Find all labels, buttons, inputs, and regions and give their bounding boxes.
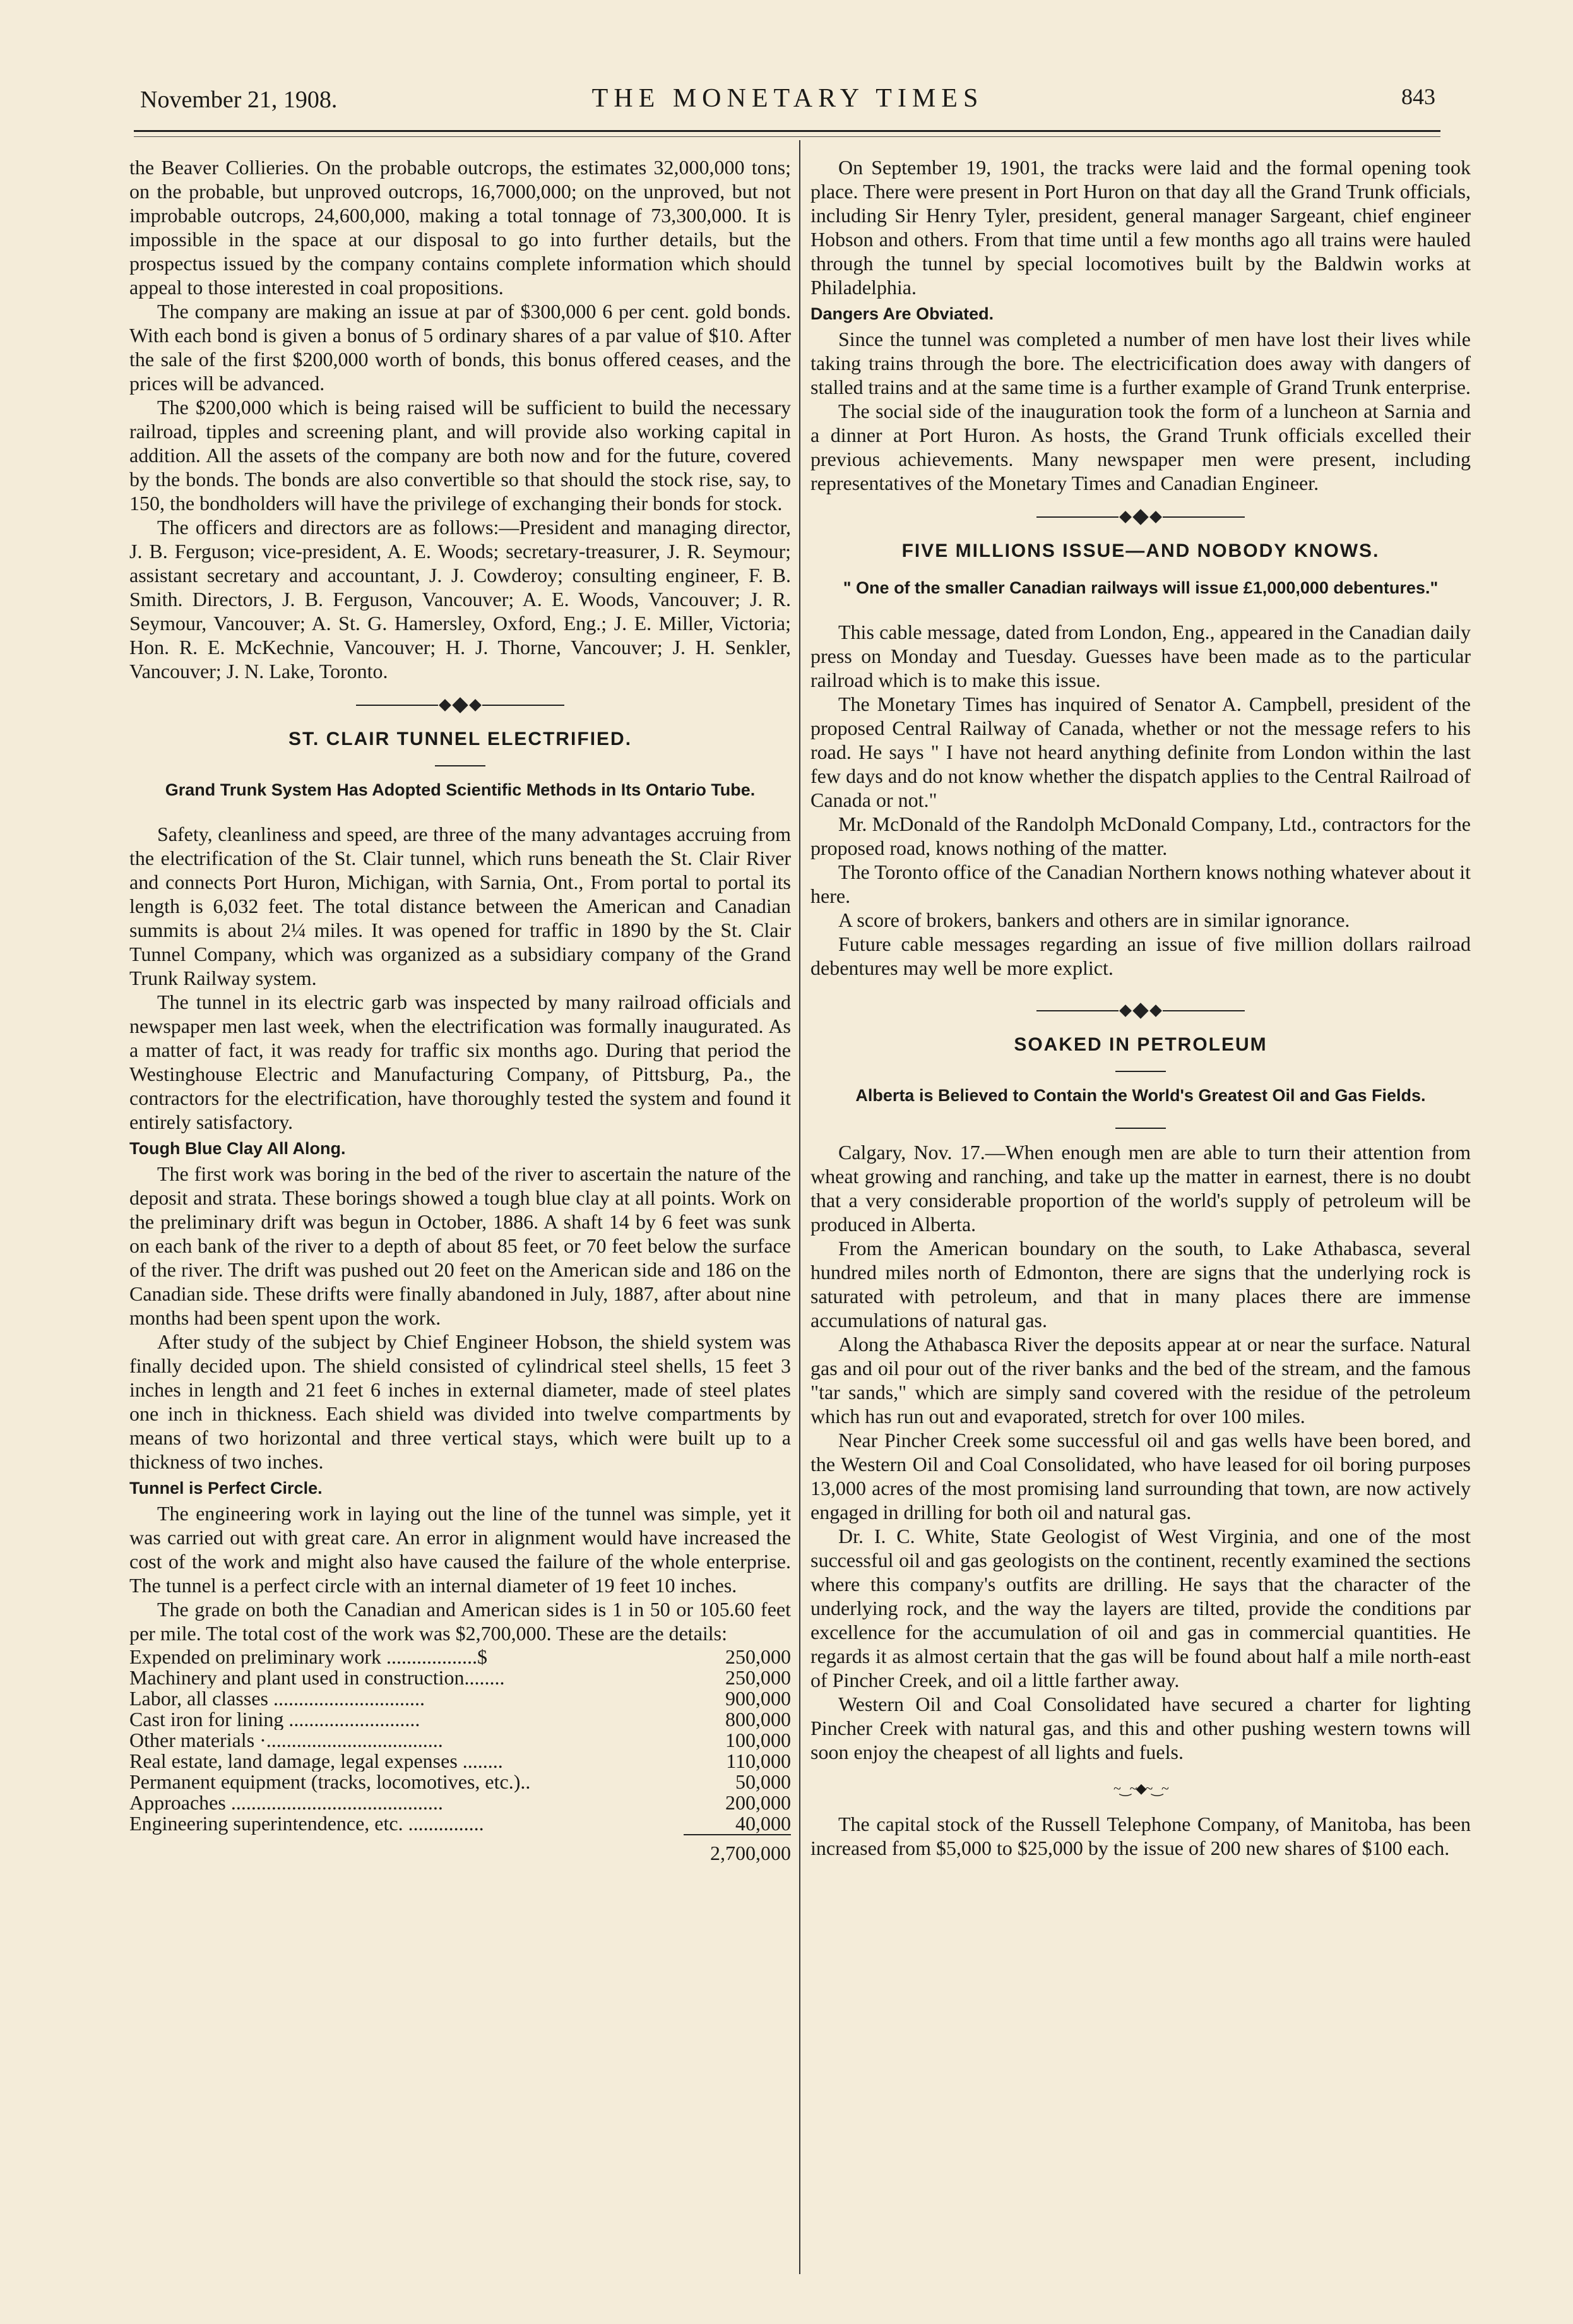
cost-amount: 50,000 bbox=[735, 1770, 791, 1793]
paragraph: Along the Athabasca River the deposits appear at or near the surface. Natural gas and oil pour out of the river banks and the bed of the stream, and the famous "tar sands," which are simply sand covered with the residue of the petroleum which has run out and evaporated, stretch for over 100 miles. bbox=[810, 1333, 1471, 1427]
short-rule bbox=[435, 765, 485, 766]
table-row bbox=[129, 1730, 791, 1751]
cost-item: Permanent equipment (tracks, locomotives, etc.).. bbox=[129, 1772, 531, 1792]
cost-item: Engineering superintendence, etc. ............... bbox=[129, 1813, 484, 1835]
wave-divider: ~‿~◆~‿~ bbox=[1113, 1780, 1168, 1796]
cost-amount: 200,000 bbox=[725, 1791, 791, 1814]
paragraph: From the American boundary on the south, to Lake Athabasca, several hundred miles north of Edmonton, there are signs that the underlying rock is saturated with petroleum, and that in many places there are immense accumulations of natural gas. bbox=[810, 1237, 1471, 1332]
paragraph: The first work was boring in the bed of the river to ascertain the nature of the deposit and strata. These borings showed a tough blue clay at all points. Work on the preliminary drift was begun in October, 1886. A shaft 14 by 6 feet was sunk on each bank of the river to a depth of about 85 feet, or 70 feet below the surface of the river. The drift was pushed out 20 feet on the American side and 186 on the Canadian side. These drifts were finally abandoned in July, 1887, after about nine months had been spent upon the work. bbox=[129, 1162, 791, 1329]
paragraph: Dr. I. C. White, State Geologist of West Virginia, and one of the most successful oil and gas geologists on the continent, recently examined the sections where this company's outfits are drilling. He says that the character of the underlying rock, and the way the layers are tilted, provide the conditions par excellence for the accumulation of oil and gas in commercial quantities. He regards it as almost certain that the gas will be found about half a mile north-east of Pincher Creek, and oil a little farther away. bbox=[810, 1525, 1471, 1691]
cost-item: Labor, all classes .............................. bbox=[129, 1688, 425, 1709]
paragraph: The capital stock of the Russell Telephone Company, of Manitoba, has been increased from $5,000 to $25,000 by the issue of 200 new shares of $100 each. bbox=[810, 1813, 1471, 1859]
cost-amount: 250,000 bbox=[725, 1666, 791, 1689]
paragraph: Since the tunnel was completed a number of men have lost their lives while taking trains through the bore. The electricification does away with dangers of stalled trains and at the same time is a further example of Grand Trunk enterprise. bbox=[810, 328, 1471, 398]
cost-total: 2,700,000 bbox=[710, 1842, 791, 1864]
page-header bbox=[140, 83, 1435, 121]
section-heading: Dangers Are Obviated. bbox=[810, 304, 994, 323]
header-rule bbox=[134, 130, 1440, 132]
table-row bbox=[129, 1667, 791, 1688]
column-divider bbox=[799, 140, 800, 2274]
table-row bbox=[129, 1709, 791, 1730]
paragraph: Safety, cleanliness and speed, are three of the many advantages accruing from the electrification of the St. Clair tunnel, which runs beneath the St. Clair River and connects Port Huron, Michigan, with Sarnia, Ont., From portal to portal its length is 6,032 feet. The total distance between the American and Canadian summits is about 2¼ miles. It was opened for traffic in 1890 by the St. Clair Tunnel Company, which was organized as a subsidiary company of the Grand Trunk Railway system. bbox=[129, 823, 791, 989]
article-headline: FIVE MILLIONS ISSUE—AND NOBODY KNOWS. bbox=[901, 540, 1380, 561]
short-rule bbox=[1115, 1071, 1166, 1072]
cost-table bbox=[129, 1647, 791, 1864]
ornament-divider bbox=[810, 1005, 1471, 1016]
paragraph: The tunnel in its electric garb was inspected by many railroad officials and newspaper men last week, when the electrification was formally inaugurated. As a matter of fact, it was ready for traffic six months ago. During that period the Westinghouse Electric and Manufacturing Company, of Pittsburg, Pa., the contractors for the electrification, have thoroughly tested the system and found it entirely satisfactory. bbox=[129, 991, 791, 1133]
page-number: 843 bbox=[1401, 84, 1435, 109]
right-column bbox=[810, 155, 1471, 1860]
paragraph: The engineering work in laying out the line of the tunnel was simple, yet it was carried out with great care. An error in alignment would have increased the cost of the work and might also have caused the failure of the whole enterprise. The tunnel is a perfect circle with an internal diameter of 19 feet 10 inches. bbox=[129, 1502, 791, 1597]
table-total-row bbox=[129, 1843, 791, 1864]
cost-amount: 800,000 bbox=[725, 1708, 791, 1731]
cost-amount: 250,000 bbox=[725, 1645, 791, 1668]
table-row bbox=[129, 1813, 791, 1835]
paragraph: A score of brokers, bankers and others are in similar ignorance. bbox=[838, 909, 1350, 931]
cost-amount: 900,000 bbox=[725, 1687, 791, 1710]
ornament-divider bbox=[810, 511, 1471, 523]
table-row bbox=[129, 1792, 791, 1813]
article-subheadline: " One of the smaller Canadian railways will issue £1,000,000 debentures." bbox=[843, 578, 1439, 597]
paragraph: On September 19, 1901, the tracks were laid and the formal opening took place. There were present in Port Huron on that day all the Grand Trunk officials, including Sir Henry Tyler, president, general manager Sargeant, chief engineer Hobson and others. From that time until a few months ago all trains were hauled through the tunnel by special locomotives built by the Baldwin works at Philadelphia. bbox=[810, 156, 1471, 299]
article-headline: SOAKED IN PETROLEUM bbox=[1014, 1034, 1267, 1055]
article-subheadline: Grand Trunk System Has Adopted Scientific Methods in Its Ontario Tube. bbox=[165, 780, 756, 799]
cost-amount: 110,000 bbox=[726, 1749, 791, 1772]
masthead-title: THE MONETARY TIMES bbox=[591, 84, 984, 113]
paragraph: Near Pincher Creek some successful oil and gas wells have been bored, and the Western Oil and Coal Consolidated, who have leased for oil boring purposes 13,000 acres of the most promising land surrounding that town, are now actively engaged in drilling for both oil and natural gas. bbox=[810, 1429, 1471, 1523]
paragraph: Future cable messages regarding an issue of five million dollars railroad debentures may well be more explict. bbox=[810, 933, 1471, 979]
ornament-divider bbox=[129, 700, 791, 711]
header-date: November 21, 1908. bbox=[140, 86, 338, 113]
table-row bbox=[129, 1772, 791, 1792]
paragraph: The grade on both the Canadian and American sides is 1 in 50 or 105.60 feet per mile. The total cost of the work was $2,700,000. These are the details: bbox=[129, 1598, 791, 1645]
paragraph: Mr. McDonald of the Randolph McDonald Company, Ltd., contractors for the proposed road, knows nothing of the matter. bbox=[810, 813, 1471, 859]
article-headline: ST. CLAIR TUNNEL ELECTRIFIED. bbox=[288, 729, 632, 749]
header-rule-thin bbox=[134, 136, 1440, 137]
paragraph: Western Oil and Coal Consolidated have secured a charter for lighting Pincher Creek with natural gas, and this and other pushing western towns will soon enjoy the cheapest of all lights and fuels. bbox=[810, 1693, 1471, 1763]
cost-item: Cast iron for lining .......................... bbox=[129, 1709, 420, 1730]
paragraph: The Toronto office of the Canadian Northern knows nothing whatever about it here. bbox=[810, 861, 1471, 907]
paragraph: The officers and directors are as follows:—President and managing director, J. B. Ferguson; vice-president, A. E. Woods; secretary-treasurer, J. R. Seymour; assistant secretary and accountant, J. J. Cowderoy; consulting engineer, F. B. Smith. Directors, J. B. Ferguson, Vancouver; A. E. Woods, Vancouver; J. R. Seymour, Vancouver; A. St. G. Hamersley, Oxford, Eng.; J. E. Miller, Victoria; Hon. R. E. McKechnie, Vancouver; H. J. Thorne, Vancouver; J. H. Senkler, Vancouver; J. N. Lake, Toronto. bbox=[129, 516, 791, 682]
paragraph: The $200,000 which is being raised will be sufficient to build the necessary railroad, tipples and screening plant, and will provide also working capital in addition. All the assets of the company are both now and for the future, covered by the bonds. The bonds are also convertible so that should the stock rise, say, to 150, the bondholders will have the privilege of exchanging their bonds for stock. bbox=[129, 396, 791, 515]
section-heading: Tough Blue Clay All Along. bbox=[129, 1139, 346, 1158]
article-subheadline: Alberta is Believed to Contain the World's Greatest Oil and Gas Fields. bbox=[855, 1086, 1426, 1105]
paragraph: Calgary, Nov. 17.—When enough men are able to turn their attention from wheat growing and ranching, and take up the matter in earnest, there is no doubt that a very considerable proportion of the world's supply of petroleum will be produced in Alberta. bbox=[810, 1141, 1471, 1236]
cost-item: Real estate, land damage, legal expenses ........ bbox=[129, 1751, 503, 1772]
paragraph: The company are making an issue at par of $300,000 6 per cent. gold bonds. With each bond is given a bonus of 5 ordinary shares of a par value of $10. After the sale of the first $200,000 worth of bonds, this bonus offered ceases, and the prices will be advanced. bbox=[129, 300, 791, 395]
paragraph: The Monetary Times has inquired of Senator A. Campbell, president of the proposed Central Railway of Canada, whether or not the message refers to his road. He says " I have not heard anything definite from London within the last few days and do not know whether the dispatch applies to the Central Railroad of Canada or not." bbox=[810, 693, 1471, 811]
table-row bbox=[129, 1647, 791, 1667]
short-rule bbox=[1115, 1128, 1166, 1129]
cost-amount: 40,000 bbox=[735, 1812, 791, 1835]
table-row bbox=[129, 1751, 791, 1772]
cost-item: Machinery and plant used in construction........ bbox=[129, 1667, 505, 1688]
paragraph: This cable message, dated from London, Eng., appeared in the Canadian daily press on Monday and Tuesday. Guesses have been made as to the particular railroad which is to make this issue. bbox=[810, 621, 1471, 691]
cost-item: Expended on preliminary work ..................$ bbox=[129, 1647, 487, 1667]
paragraph: After study of the subject by Chief Engineer Hobson, the shield system was finally decided upon. The shield consisted of cylindrical steel shells, 15 feet 3 inches in length and 21 feet 6 inches in external diameter, made of steel plates one inch in thickness. Each shield was divided into twelve compartments by means of two horizontal and three vertical stays, which were built up to a thickness of two inches. bbox=[129, 1330, 791, 1473]
cost-item: Approaches .......................................... bbox=[129, 1792, 443, 1813]
paragraph: the Beaver Collieries. On the probable outcrops, the estimates 32,000,000 tons; on the probable, but unproved outcrops, 16,7000,000; on the unproved, but not improbable outcrops, 24,600,000, making a total tonnage of 73,300,000. It is impossible in the space at our disposal to go into further details, but the prospectus issued by the company contains complete information which should appeal to those interested in coal propositions. bbox=[129, 156, 791, 299]
cost-item: Other materials ·................................... bbox=[129, 1730, 443, 1751]
table-row bbox=[129, 1688, 791, 1709]
section-heading: Tunnel is Perfect Circle. bbox=[129, 1479, 323, 1498]
cost-amount: 100,000 bbox=[725, 1729, 791, 1751]
left-column bbox=[129, 155, 791, 1864]
paragraph: The social side of the inauguration took the form of a luncheon at Sarnia and a dinner at Port Huron. As hosts, the Grand Trunk officials excelled their previous achievements. Many newspaper men were present, including representatives of the Monetary Times and Canadian Engineer. bbox=[810, 400, 1471, 494]
